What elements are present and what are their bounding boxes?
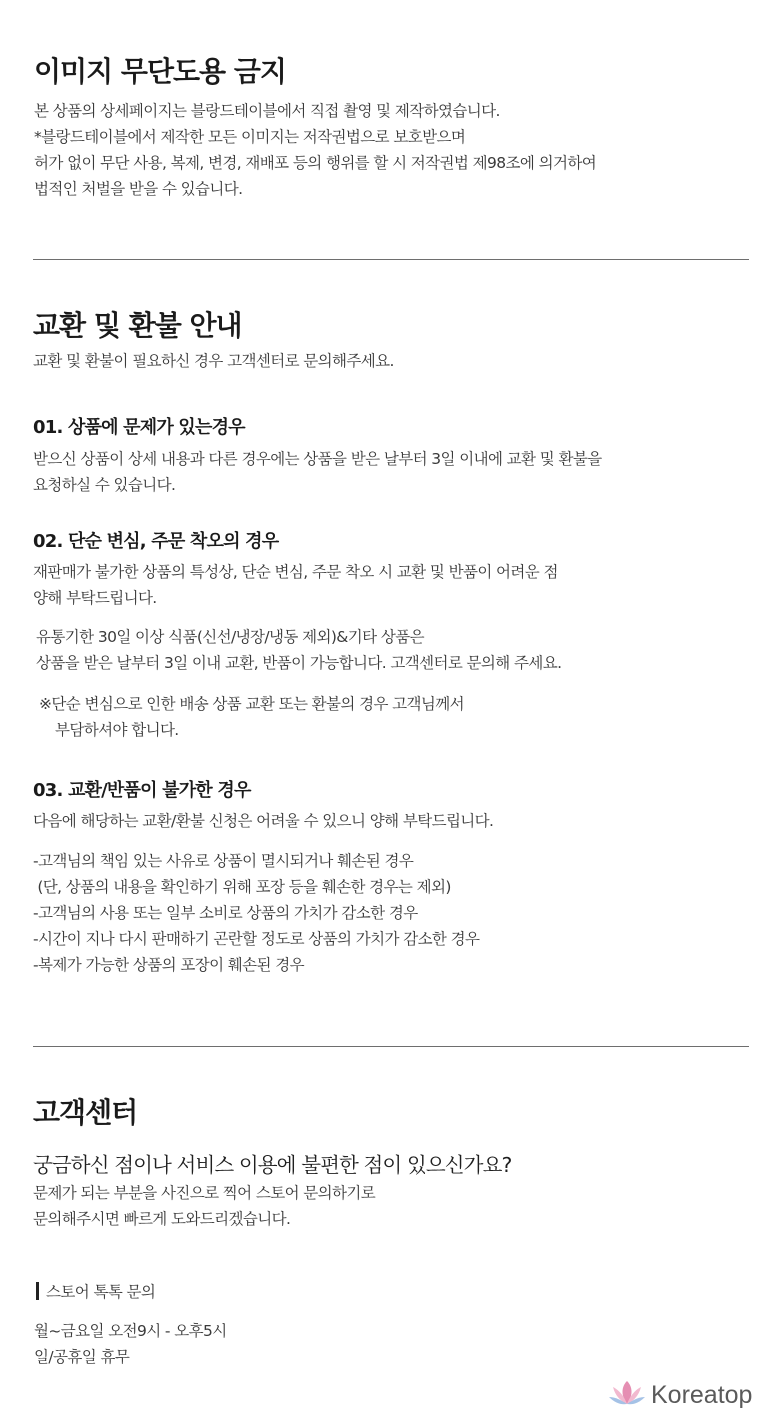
- s2-line: 유통기한 30일 이상 식품(신선/냉장/냉동 제외)&기타 상품은: [36, 628, 424, 646]
- cs-body: [33, 1180, 375, 1232]
- s2-line: 양해 부탁드립니다.: [33, 589, 157, 607]
- s3-item: -고객님의 사용 또는 일부 소비로 상품의 가치가 감소한 경우: [33, 904, 418, 922]
- lotus-icon: [607, 1378, 647, 1412]
- notice-line: 허가 없이 무단 사용, 복제, 변경, 재배포 등의 행위를 할 시 저작권법 제98조에 의거하여: [34, 154, 597, 172]
- s2-heading: 02. 단순 변심, 주문 착오의 경우: [33, 531, 279, 552]
- exchange-title: 교환 및 환불 안내: [33, 309, 242, 342]
- watermark-text: Koreatop: [651, 1380, 753, 1409]
- section-divider: [33, 1046, 749, 1047]
- cs-question: 궁금하신 점이나 서비스 이용에 불편한 점이 있으신가요?: [33, 1153, 512, 1177]
- cs-hours: [34, 1318, 227, 1370]
- cs-title: 고객센터: [33, 1096, 138, 1129]
- s2-note: [39, 691, 464, 743]
- cs-line: 문의해주시면 빠르게 도와드리겠습니다.: [33, 1210, 291, 1228]
- cs-hours-line: 월~금요일 오전9시 - 오후5시: [34, 1322, 227, 1340]
- watermark-logo: [607, 1378, 752, 1412]
- s1-heading: 01. 상품에 문제가 있는경우: [33, 417, 245, 438]
- notice-line: 법적인 처벌을 받을 수 있습니다.: [34, 180, 243, 198]
- s3-intro: 다음에 해당하는 교환/환불 신청은 어려울 수 있으니 양해 부탁드립니다.: [33, 812, 494, 830]
- s2-body: [33, 559, 558, 611]
- s1-line: 받으신 상품이 상세 내용과 다른 경우에는 상품을 받은 날부터 3일 이내에 교환 및 환불을: [33, 450, 602, 468]
- s3-heading: 03. 교환/반품이 불가한 경우: [33, 780, 251, 801]
- notice-line: *블랑드테이블에서 제작한 모든 이미지는 저작권법으로 보호받으며: [34, 128, 466, 146]
- s3-list: [33, 848, 479, 978]
- cs-channel-label: 스토어 톡톡 문의: [46, 1283, 156, 1301]
- notice-line: 본 상품의 상세페이지는 블랑드테이블에서 직접 촬영 및 제작하였습니다.: [34, 102, 500, 120]
- s3-item: -시간이 지나 다시 판매하기 곤란할 정도로 상품의 가치가 감소한 경우: [33, 930, 480, 948]
- s3-item: (단, 상품의 내용을 확인하기 위해 포장 등을 훼손한 경우는 제외): [33, 878, 451, 896]
- exchange-intro: 교환 및 환불이 필요하신 경우 고객센터로 문의해주세요.: [33, 352, 394, 370]
- s2-note-line: 부담하셔야 합니다.: [55, 721, 179, 739]
- cs-channel: [36, 1279, 155, 1305]
- s2-body-2: [36, 624, 561, 676]
- label-bar: [36, 1282, 39, 1300]
- cs-line: 문제가 되는 부분을 사진으로 찍어 스토어 문의하기로: [33, 1184, 376, 1202]
- s1-line: 요청하실 수 있습니다.: [33, 476, 176, 494]
- s2-note-line: ※단순 변심으로 인한 배송 상품 교환 또는 환불의 경우 고객님께서: [39, 695, 465, 713]
- cs-hours-line: 일/공휴일 휴무: [34, 1348, 130, 1366]
- s3-item: -고객님의 책임 있는 사유로 상품이 멸시되거나 훼손된 경우: [33, 852, 414, 870]
- s2-line: 상품을 받은 날부터 3일 이내 교환, 반품이 가능합니다. 고객센터로 문의해 주세요.: [36, 654, 562, 672]
- notice-title: 이미지 무단도용 금지: [34, 55, 286, 88]
- s1-body: [33, 446, 602, 498]
- notice-body: [34, 98, 596, 202]
- s2-line: 재판매가 불가한 상품의 특성상, 단순 변심, 주문 착오 시 교환 및 반품이 어려운 점: [33, 563, 558, 581]
- s3-item: -복제가 가능한 상품의 포장이 훼손된 경우: [33, 956, 304, 974]
- section-divider: [33, 259, 749, 260]
